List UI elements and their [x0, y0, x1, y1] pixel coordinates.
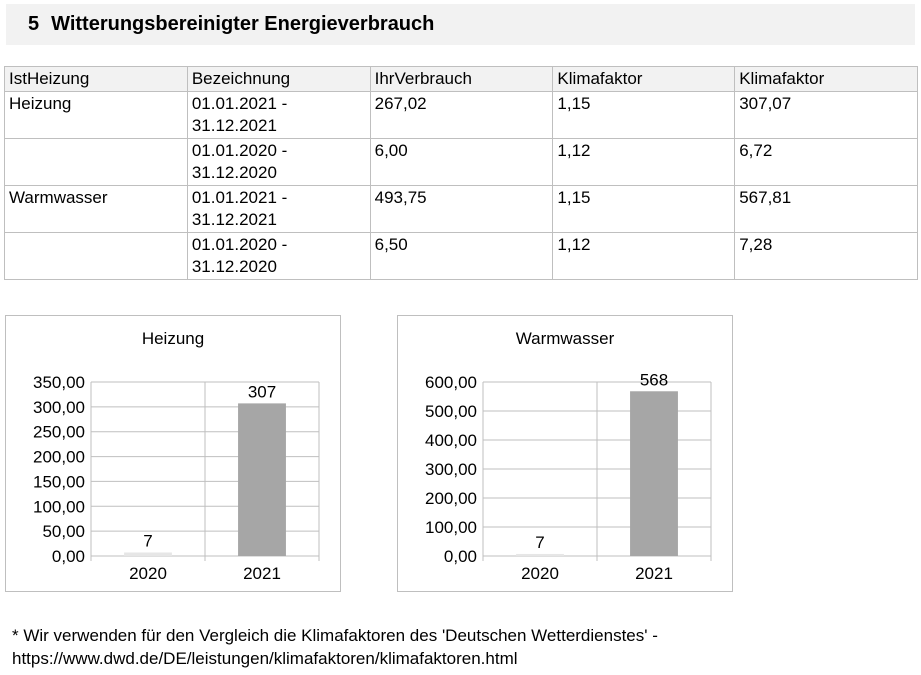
section-title: Witterungsbereinigter Energieverbrauch — [51, 13, 435, 35]
y-tick-label: 100,00 — [33, 497, 85, 517]
y-tick-label: 350,00 — [33, 373, 85, 392]
section-header — [6, 4, 915, 45]
y-tick-label: 400,00 — [425, 431, 477, 450]
data-label: 568 — [639, 370, 669, 390]
bar-2021 — [238, 403, 286, 556]
consumption-table — [4, 66, 918, 280]
table-cell: 307,07 — [735, 92, 918, 139]
y-tick-label: 300,00 — [425, 460, 477, 479]
bar-2020 — [124, 553, 172, 556]
table-cell: Heizung — [5, 92, 188, 139]
column-header-bezeichnung: Bezeichnung — [187, 67, 370, 92]
table-cell — [5, 233, 188, 280]
data-label: 307 — [247, 382, 277, 402]
table-cell: 7,28 — [735, 233, 918, 280]
y-tick-label: 0,00 — [443, 547, 477, 566]
data-label: 7 — [143, 531, 153, 551]
table-cell: Warmwasser — [5, 186, 188, 233]
y-tick-label: 200,00 — [33, 447, 85, 467]
footnote-text: * Wir verwenden für den Vergleich die Klimafaktoren des 'Deutschen Wetterdienstes' - — [12, 626, 658, 645]
table-row — [5, 233, 918, 280]
table-cell — [5, 139, 188, 186]
x-tick-label: 2020 — [521, 564, 559, 583]
warmwasser-chart-svg — [398, 316, 732, 591]
table-row — [5, 139, 918, 186]
y-tick-label: 500,00 — [425, 402, 477, 421]
y-tick-label: 150,00 — [33, 472, 85, 492]
table-cell: 1,15 — [553, 92, 735, 139]
table-header-row — [5, 67, 918, 92]
table-cell: 267,02 — [370, 92, 553, 139]
column-header-klimafaktor: Klimafaktor — [553, 67, 735, 92]
x-tick-label: 2021 — [635, 564, 673, 583]
table-cell: 01.01.2021 - 31.12.2021 — [187, 186, 370, 233]
footnote-url: https://www.dwd.de/DE/leistungen/klimafaktoren/klimafaktoren.html — [12, 649, 518, 668]
table-row — [5, 92, 918, 139]
y-tick-label: 100,00 — [425, 518, 477, 537]
table-cell: 1,12 — [553, 139, 735, 186]
warmwasser-chart — [397, 315, 733, 592]
column-header-ihrverbrauch: IhrVerbrauch — [370, 67, 553, 92]
table-cell: 1,15 — [553, 186, 735, 233]
table-cell: 493,75 — [370, 186, 553, 233]
data-label: 7 — [535, 532, 545, 552]
bar-2021 — [630, 391, 678, 556]
footnote — [12, 624, 658, 670]
table-cell: 6,72 — [735, 139, 918, 186]
section-number: 5 — [28, 13, 40, 35]
table-row — [5, 186, 918, 233]
heizung-chart — [5, 315, 341, 592]
table-cell: 01.01.2021 - 31.12.2021 — [187, 92, 370, 139]
bar-2020 — [516, 554, 564, 556]
table-cell: 6,50 — [370, 233, 553, 280]
y-tick-label: 200,00 — [425, 489, 477, 508]
column-header-istheizung: IstHeizung — [5, 67, 188, 92]
y-tick-label: 300,00 — [33, 397, 85, 417]
x-tick-label: 2021 — [243, 564, 281, 583]
y-tick-label: 50,00 — [42, 522, 85, 542]
table-cell: 6,00 — [370, 139, 553, 186]
heizung-chart-svg — [6, 316, 340, 591]
table-cell: 01.01.2020 - 31.12.2020 — [187, 139, 370, 186]
table-cell: 01.01.2020 - 31.12.2020 — [187, 233, 370, 280]
table-cell: 567,81 — [735, 186, 918, 233]
y-tick-label: 0,00 — [51, 547, 85, 566]
y-tick-label: 250,00 — [33, 422, 85, 442]
y-tick-label: 600,00 — [425, 373, 477, 392]
chart-title: Warmwasser — [515, 329, 615, 348]
x-tick-label: 2020 — [129, 564, 167, 583]
table-cell: 1,12 — [553, 233, 735, 280]
column-header-klimafaktor-result: Klimafaktor — [735, 67, 918, 92]
chart-title: Heizung — [141, 329, 205, 348]
